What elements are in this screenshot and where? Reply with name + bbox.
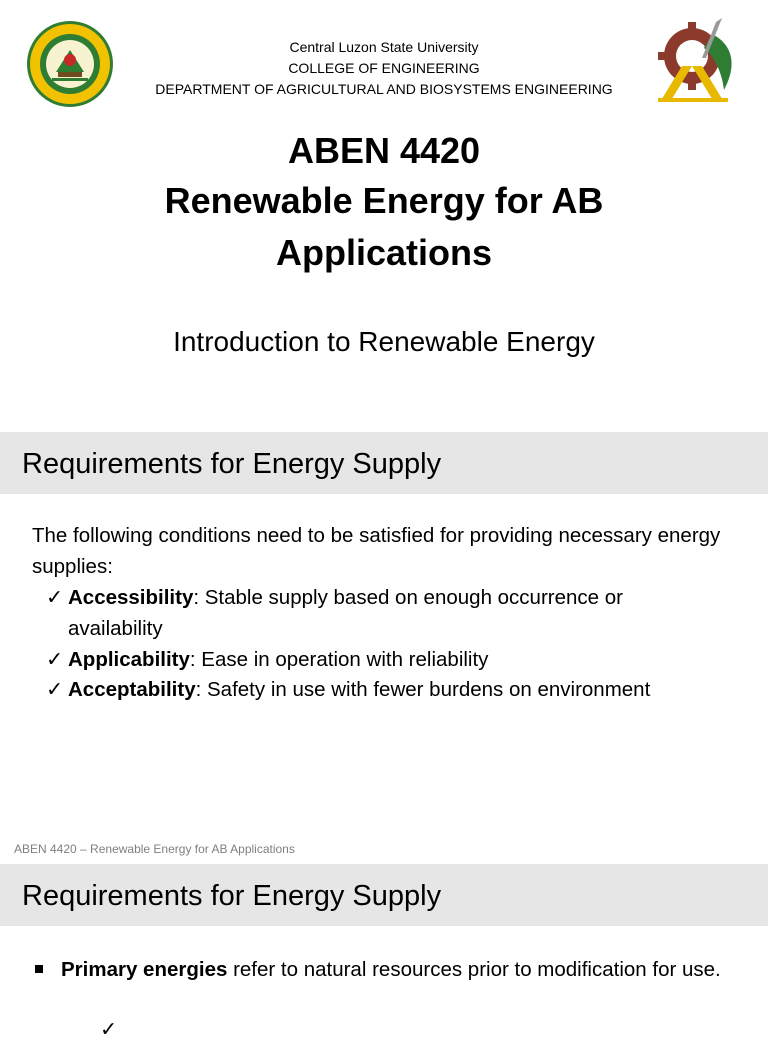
intro-paragraph: The following conditions need to be satisfied for providing necessary energy supplies: bbox=[32, 524, 721, 578]
checkmark-icon: ✓ bbox=[100, 1018, 118, 1041]
course-code: ABEN 4420 bbox=[287, 130, 481, 171]
requirement-item-acceptability bbox=[46, 674, 650, 705]
section-header-title: Requirements for Energy Supply bbox=[22, 880, 442, 912]
requirement-desc: : Stable supply based on enough occurrence or bbox=[193, 586, 623, 609]
requirement-desc: : Safety in use with fewer burdens on environment bbox=[195, 678, 651, 701]
department-name: DEPARTMENT OF AGRICULTURAL AND BIOSYSTEMS ENGINEERING bbox=[155, 81, 613, 97]
sub-bullet-cutoff bbox=[100, 1014, 117, 1045]
section-header-title: Requirements for Energy Supply bbox=[22, 448, 442, 480]
section-header-bar bbox=[0, 432, 768, 494]
primary-energies-slide bbox=[0, 864, 768, 1041]
title-slide bbox=[0, 0, 768, 432]
square-bullet-icon bbox=[35, 965, 43, 973]
requirement-item-accessibility bbox=[46, 582, 623, 613]
course-title-line1: Renewable Energy for AB bbox=[164, 180, 604, 221]
checkmark-icon: ✓ bbox=[46, 586, 64, 609]
requirement-term: Applicability bbox=[68, 648, 190, 671]
checkmark-icon: ✓ bbox=[46, 648, 64, 671]
requirement-term: Acceptability bbox=[68, 678, 196, 701]
bullet-text: refer to natural resources prior to modification for use. bbox=[227, 958, 721, 981]
requirement-desc: : Ease in operation with reliability bbox=[189, 648, 489, 671]
section-header-bar bbox=[0, 864, 768, 926]
requirements-slide bbox=[0, 432, 768, 864]
requirement-desc-continued: availability bbox=[68, 617, 163, 640]
college-name: COLLEGE OF ENGINEERING bbox=[288, 60, 480, 76]
slide-footer: ABEN 4420 – Renewable Energy for AB Applications bbox=[14, 842, 295, 856]
bullet-term: Primary energies bbox=[61, 958, 228, 981]
university-name: Central Luzon State University bbox=[289, 39, 479, 55]
primary-energies-bullet bbox=[61, 954, 751, 985]
checkmark-icon: ✓ bbox=[46, 678, 64, 701]
requirement-term: Accessibility bbox=[68, 586, 194, 609]
course-title-line2: Applications bbox=[275, 232, 493, 273]
requirement-item-applicability bbox=[46, 644, 488, 675]
slide-subtitle: Introduction to Renewable Energy bbox=[173, 326, 595, 357]
